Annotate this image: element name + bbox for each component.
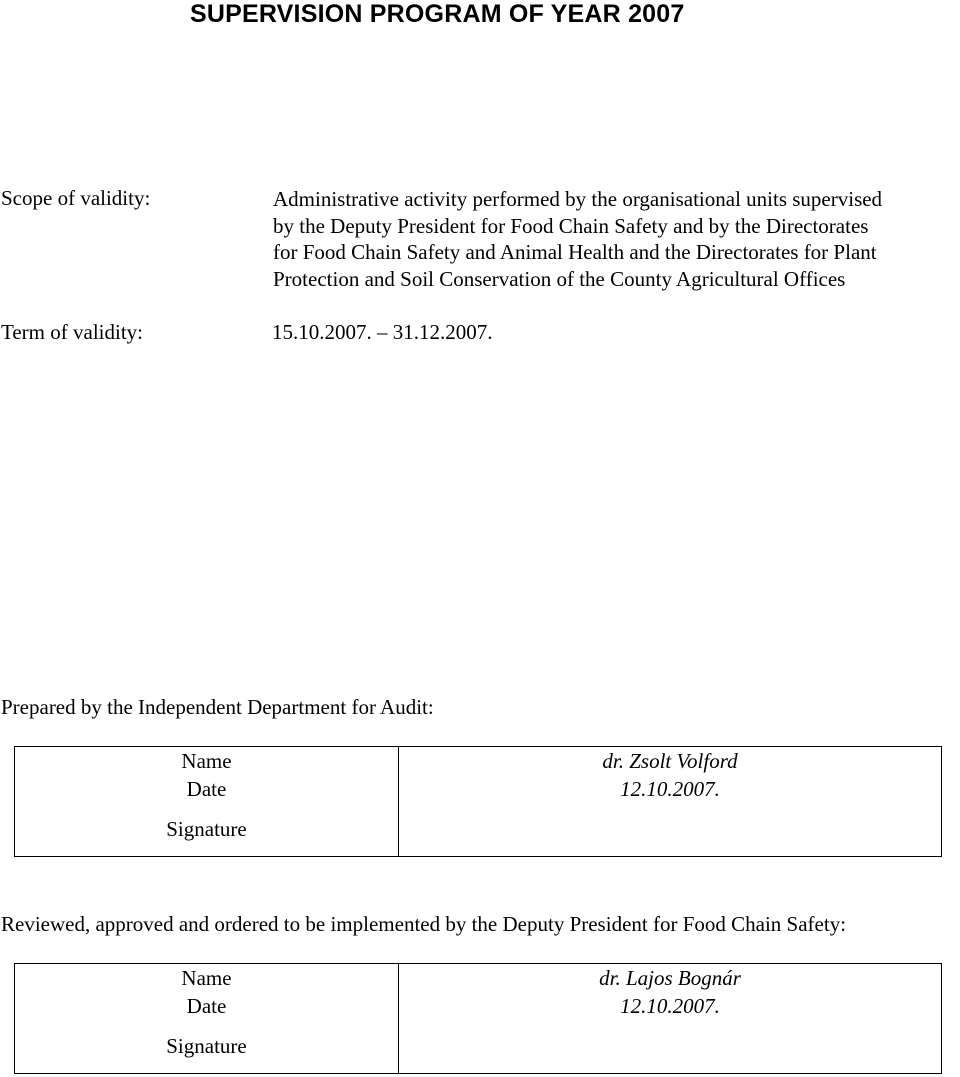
signature-field — [399, 803, 941, 856]
scope-text — [273, 186, 960, 292]
value-column — [399, 747, 942, 857]
term-value: 15.10.2007. – 31.12.2007. — [272, 320, 493, 344]
prepared-signature-table — [14, 746, 942, 857]
label-column — [15, 747, 399, 857]
name-value: dr. Zsolt Volford — [602, 749, 738, 773]
document-title: SUPERVISION PROGRAM OF YEAR 2007 — [190, 0, 685, 28]
date-value: 12.10.2007. — [620, 777, 720, 801]
name-value: dr. Lajos Bognár — [599, 966, 741, 990]
signature-label: Signature — [166, 817, 247, 841]
date-label: Date — [186, 994, 227, 1018]
date-value: 12.10.2007. — [620, 994, 720, 1018]
prepared-heading: Prepared by the Independent Department for Audit: — [1, 695, 434, 719]
scope-line: for Food Chain Safety and Animal Health and the Directorates for Plant — [273, 240, 877, 264]
scope-line: Protection and Soil Conservation of the County Agricultural Offices — [273, 266, 846, 291]
label-column — [15, 964, 399, 1074]
date-label: Date — [186, 777, 227, 801]
scope-line: Administrative activity performed by the organisational units supervised — [273, 187, 883, 211]
name-label: Name — [181, 966, 232, 990]
signature-field — [399, 1020, 941, 1073]
reviewed-heading: Reviewed, approved and ordered to be implemented by the Deputy President for Food Chain Safety: — [1, 912, 847, 936]
table-row — [15, 964, 942, 1074]
table-row — [15, 747, 942, 857]
scope-label: Scope of validity: — [1, 186, 151, 210]
reviewed-signature-table — [14, 963, 942, 1074]
scope-line: by the Deputy President for Food Chain Safety and by the Directorates — [273, 213, 869, 238]
value-column — [399, 964, 942, 1074]
signature-label: Signature — [166, 1034, 247, 1058]
name-label: Name — [181, 749, 232, 773]
term-label: Term of validity: — [1, 320, 143, 344]
